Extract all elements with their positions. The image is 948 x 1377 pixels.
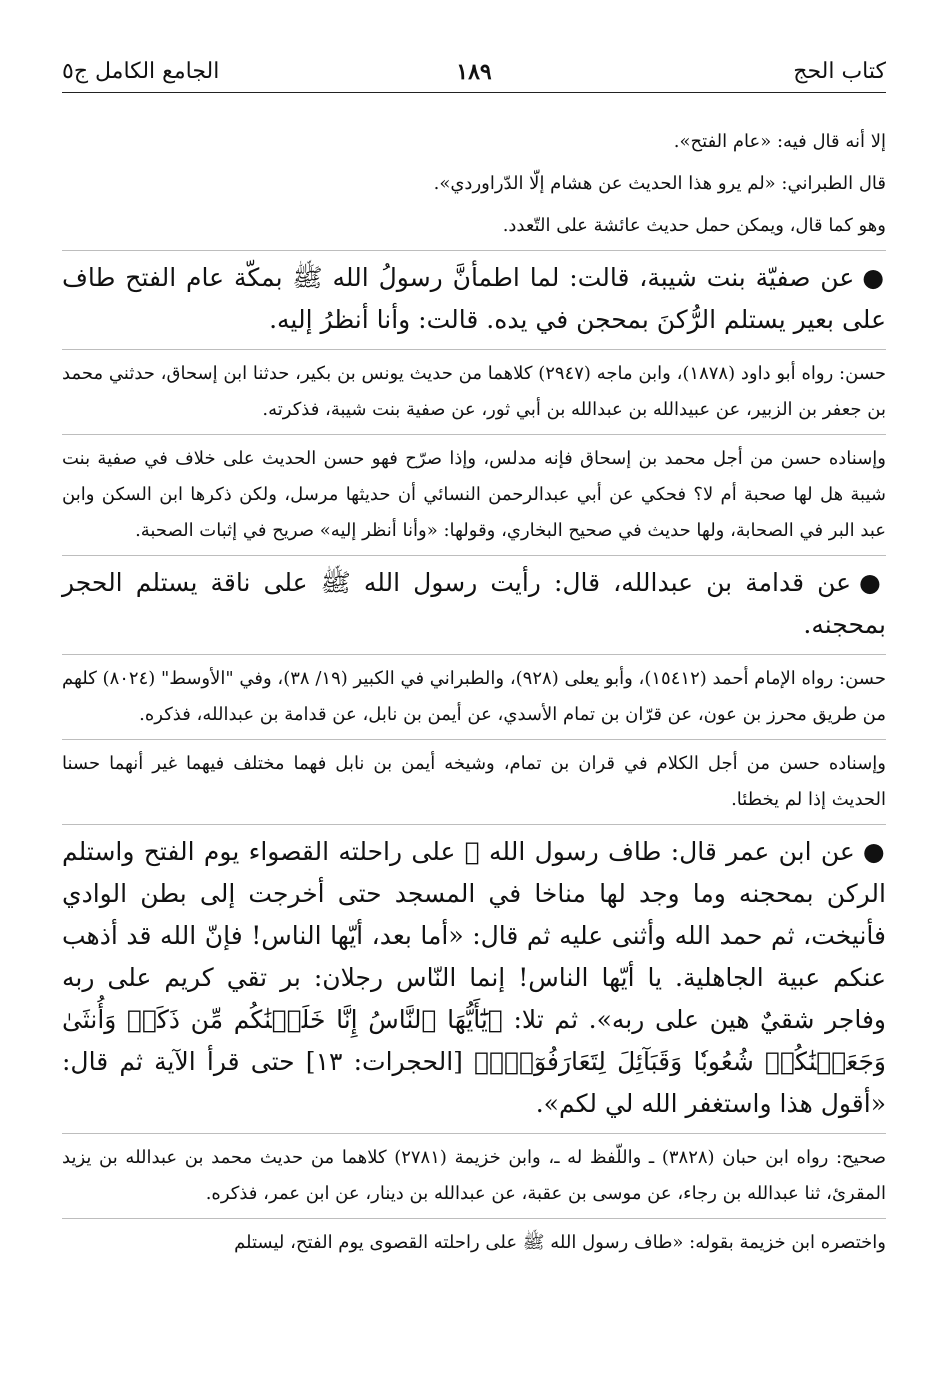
commentary-paragraph: قال الطبراني: «لم يرو هذا الحديث عن هشام إلّا الدّراوردي». [433,173,886,194]
divider [62,739,886,740]
hadith-paragraph: ●عن صفيّة بنت شيبة، قالت: لما اطمأنَّ رسولُ الله ﷺ بمكّة عام الفتح طاف على بعير يستلم الرُّكنَ بمحجن في يده. قالت: وأنا أنظرُ إليه. [62,263,886,334]
divider [62,824,886,825]
page-body [62,124,886,1267]
bullet-icon: ● [859,568,886,597]
divider [62,555,886,556]
commentary-paragraph: حسن: رواه أبو داود (١٨٧٨)، وابن ماجه (٢٩٤٧) كلاهما من حديث يونس بن بكير، حدثنا ابن إسحاق، حدثني محمد بن جعفر بن الزبير، عن عبيدالله بن عبدالله بن أبي ثور، عن صفية بنت شيبة، فذكرته. [62,363,886,420]
divider [62,1218,886,1219]
hadith-paragraph: ●عن قدامة بن عبدالله، قال: رأيت رسول الله ﷺ على ناقة يستلم الحجر بمحجنه. [62,568,886,639]
hadith-paragraph: ●عن ابن عمر قال: طاف رسول الله ﷺ على راحلته القصواء يوم الفتح واستلم الركن بمحجنه وما وجد لها مناخا في المسجد حتى أخرجت إلى بطن الوادي فأنيخت، ثم حمد الله وأثنى عليه ثم قال: «أما بعد، أيّها الناس! فإنّ الله قد أذهب عنكم عبية الجاهلية. يا أيّها الناس! إنما النّاس رجلان: بر تقي كريم على ربه وفاجر شقيٌ هين على ربه». ثم تلا: ﴿يَٰٓأَيُّهَا ٱلنَّاسُ إِنَّا خَلَقۡنَٰكُم مِّن ذَكَرٖ وَأُنثَىٰ وَجَعَلۡنَٰكُمۡ شُعُوبٗا وَقَبَآئِلَ لِتَعَارَفُوٓاْۚ﴾ [الحجرات: ١٣] حتى قرأ الآية ثم قال: «أقول هذا واستغفر الله لي لكم». [62,837,886,1118]
divider [62,349,886,350]
divider [62,434,886,435]
volume-title: الجامع الكامل ج٥ [62,59,220,84]
commentary-paragraph: واختصره ابن خزيمة بقوله: «طاف رسول الله ﷺ على راحلته القصوى يوم الفتح، ليستلم [234,1232,886,1253]
commentary-paragraph: وهو كما قال، ويمكن حمل حديث عائشة على التّعدد. [502,215,886,236]
bullet-icon: ● [862,837,886,866]
bullet-icon: ● [862,263,886,292]
commentary-paragraph: إلا أنه قال فيه: «عام الفتح». [673,131,886,152]
divider [62,654,886,655]
commentary-paragraph: وإسناده حسن من أجل محمد بن إسحاق فإنه مدلس، وإذا صرّح فهو حسن الحديث على خلاف في صفية بنت شيبة هل لها صحبة أم لا؟ فحكي عن أبي عبدالرحمن النسائي أن حديثها مرسل، ولكن ذكرها ابن السكن وابن عبد البر في الصحابة، ولها حديث في صحيح البخاري، وقولها: «وأنا أنظر إليه» صريح في إثبات الصحبة. [62,448,886,541]
commentary-paragraph: حسن: رواه الإمام أحمد (١٥٤١٢)، وأبو يعلى (٩٢٨)، والطبراني في الكبير (١٩/ ٣٨)، وفي "الأوسط" (٨٠٢٤) كلهم من طريق محرز بن عون، عن قرّان بن تمام الأسدي، عن أيمن بن نابل، عن قدامة بن عبدالله، فذكره. [62,668,886,725]
page-header [62,52,886,93]
book-title: كتاب الحج [793,59,886,84]
commentary-paragraph: وإسناده حسن من أجل الكلام في قران بن تمام، وشيخه أيمن بن نابل فهما مختلف فيهما غير أنهما حسنا الحديث إذا لم يخطئا. [62,753,886,810]
commentary-paragraph: صحيح: رواه ابن حبان (٣٨٢٨) ـ واللّفظ له ـ، وابن خزيمة (٢٧٨١) كلاهما من حديث محمد بن عبدالله بن يزيد المقرئ، ثنا عبدالله بن رجاء، عن موسى بن عقبة، عن عبدالله بن دينار، عن ابن عمر، فذكره. [62,1147,886,1204]
divider [62,250,886,251]
page-number: ١٨٩ [456,59,492,85]
divider [62,1133,886,1134]
